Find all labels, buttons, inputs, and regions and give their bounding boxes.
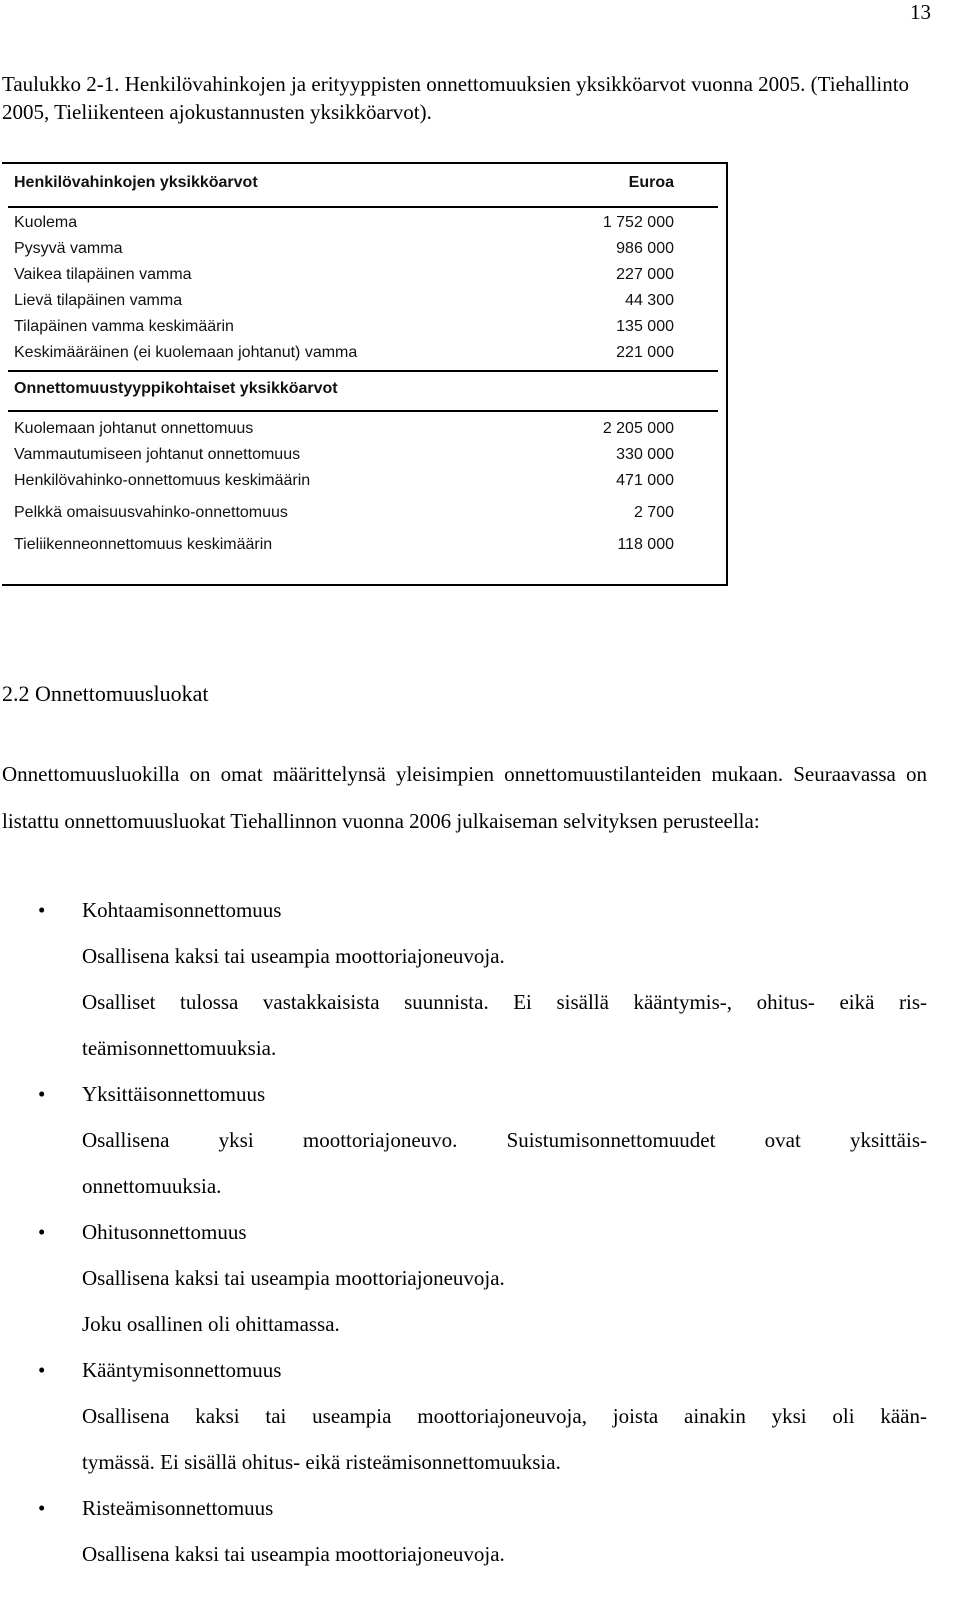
unit-values-table: Henkilövahinkojen yksikköarvot Euroa Kuolema 1 752 000 Pysyvä vamma 986 000 Vaikea tilapäinen vamma 227 000 Lievä tilapäinen vamma 44 300 Tilapäinen vamma keskimäärin 135 000 Keskimääräinen (ei kuolemaan johtanut) vamma 221 000 Onnettomuustyyppikohtaiset yksikköarvot Kuolemaan johtanut onnettomuus 2 205 000 Vammautumiseen johtanut onnettomuus 330 000 Henkilövahinko-onnettomuus keskimäärin 471 000 Pelkkä omaisuusvahinko-onnettomuus 2 700 Tieliikenneonnettomuus keskimäärin 118 000 — [2, 162, 728, 586]
table-rule — [8, 410, 718, 412]
category-line: Osalliset tulossa vastakkaisista suunnista. Ei sisällä kääntymis-, ohitus- eikä ris- — [82, 990, 927, 1014]
intro-paragraph: Onnettomuusluokilla on omat määrittelynsä yleisimpien onnettomuustilanteiden mukaan. Seuraavassa on listattu onnettomuusluokat Tiehallinnon vuonna 2006 julkaiseman selvityksen perusteella: — [2, 762, 927, 833]
category-line: tymässä. Ei sisällä ohitus- eikä risteämisonnettomuuksia. — [82, 1450, 561, 1474]
bullet-icon: • — [38, 1496, 46, 1520]
page-number: 13 — [910, 0, 931, 24]
table-rule — [8, 370, 718, 372]
category-line: onnettomuuksia. — [82, 1174, 222, 1198]
category-title: Risteämisonnettomuus — [82, 1496, 274, 1520]
bullet-icon: • — [38, 898, 46, 922]
section2-title: Onnettomuustyyppikohtaiset yksikköarvot — [14, 380, 338, 397]
section-heading: 2.2 Onnettomuusluokat — [2, 681, 209, 706]
category-title: Yksittäisonnettomuus — [82, 1082, 266, 1106]
category-line: Osallisena kaksi tai useampia moottoriajoneuvoja. — [82, 1542, 505, 1566]
currency-header: Euroa — [628, 174, 674, 191]
category-line: Osallisena yksi moottoriajoneuvo. Suistumisonnettomuudet ovat yksittäis- — [82, 1128, 927, 1152]
category-line: Osallisena kaksi tai useampia moottoriajoneuvoja, joista ainakin yksi oli kään- — [82, 1404, 927, 1428]
category-title: Ohitusonnettomuus — [82, 1220, 247, 1244]
table-caption: Taulukko 2-1. Henkilövahinkojen ja erityyppisten onnettomuuksien yksikköarvot vuonna 2005. (Tiehallinto 2005, Tieliikenteen ajokustannusten yksikköarvot). — [2, 72, 910, 124]
bullet-icon: • — [38, 1358, 46, 1382]
category-title: Kääntymisonnettomuus — [82, 1358, 282, 1382]
category-line: teämisonnettomuuksia. — [82, 1036, 277, 1060]
table-rule — [8, 206, 718, 208]
section1-title: Henkilövahinkojen yksikköarvot — [14, 174, 258, 191]
category-title: Kohtaamisonnettomuus — [82, 898, 282, 922]
bullet-icon: • — [38, 1220, 46, 1244]
category-line: Osallisena kaksi tai useampia moottoriajoneuvoja. — [82, 944, 505, 968]
bullet-icon: • — [38, 1082, 46, 1106]
category-line: Joku osallinen oli ohittamassa. — [82, 1312, 340, 1336]
category-line: Osallisena kaksi tai useampia moottoriajoneuvoja. — [82, 1266, 505, 1290]
